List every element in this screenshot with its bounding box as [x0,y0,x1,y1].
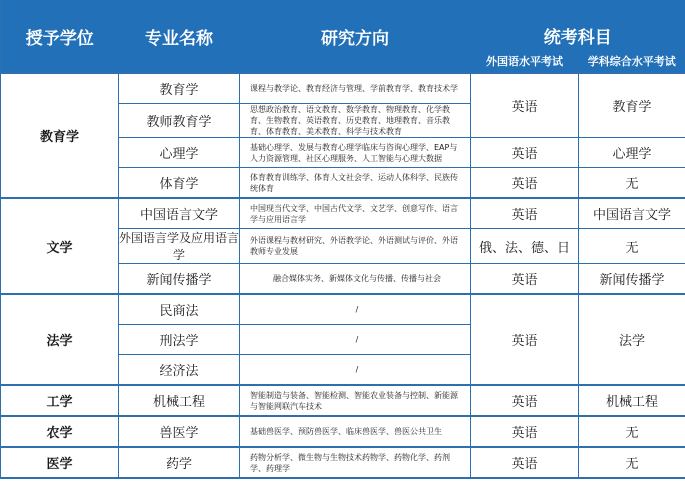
direction-cell: 药物分析学、微生物与生物技术药物学、药物化学、药剂学、药理学 [240,447,471,478]
major-cell: 教师教育学 [119,104,240,138]
language-exam-cell: 英语 [471,294,579,385]
major-cell: 教育学 [119,73,240,104]
degree-cell: 法学 [1,294,119,385]
major-cell: 新闻传播学 [119,264,240,295]
major-cell: 药学 [119,447,240,478]
degree-cell: 农学 [1,416,119,447]
language-exam-cell: 英语 [471,73,579,138]
direction-cell: 中国现当代文学、中国古代文学、文艺学、创意写作、语言学与应用语言学 [240,198,471,229]
language-exam-cell: 英语 [471,264,579,295]
comprehensive-exam-cell: 新闻传播学 [579,264,685,295]
header-foreign-language-exam: 外国语水平考试 [471,50,579,73]
major-cell: 刑法学 [119,325,240,355]
major-cell: 经济法 [119,355,240,386]
header-direction: 研究方向 [240,0,471,73]
comprehensive-exam-cell: 中国语言文学 [579,198,685,229]
comprehensive-exam-cell: 无 [579,229,685,264]
language-exam-cell: 英语 [471,168,579,199]
direction-cell: / [240,355,471,386]
language-exam-cell: 英语 [471,385,579,416]
comprehensive-exam-cell: 教育学 [579,73,685,138]
language-exam-cell: 英语 [471,416,579,447]
major-cell: 机械工程 [119,385,240,416]
degree-cell: 医学 [1,447,119,478]
language-exam-cell: 英语 [471,447,579,478]
direction-cell: 思想政治教育、语文教育、数学教育、物理教育、化学教育、生物教育、英语教育、历史教育、地理教育、音乐教育、体育教育、美术教育、科学与技术教育 [240,104,471,138]
major-cell: 民商法 [119,294,240,325]
direction-cell: 基础兽医学、预防兽医学、临床兽医学、兽医公共卫生 [240,416,471,447]
major-cell: 兽医学 [119,416,240,447]
comprehensive-exam-cell: 无 [579,168,685,199]
degree-cell: 文学 [1,198,119,294]
comprehensive-exam-cell: 机械工程 [579,385,685,416]
direction-cell: 体育教育训练学、体育人文社会学、运动人体科学、民族传统体育 [240,168,471,199]
major-cell: 心理学 [119,138,240,168]
comprehensive-exam-cell: 无 [579,416,685,447]
major-cell: 中国语言文学 [119,198,240,229]
direction-cell: 融合媒体实务、新媒体文化与传播、传播与社会 [240,264,471,295]
header-exam-subjects: 统考科目 [471,0,685,50]
direction-cell: 外语课程与教材研究、外语教学论、外语测试与评价、外语教师专业发展 [240,229,471,264]
major-cell: 外国语言学及应用语言学 [119,229,240,264]
comprehensive-exam-cell: 无 [579,447,685,478]
language-exam-cell: 英语 [471,138,579,168]
comprehensive-exam-cell: 心理学 [579,138,685,168]
direction-cell: / [240,294,471,325]
language-exam-cell: 俄、法、德、日 [471,229,579,264]
header-comprehensive-exam: 学科综合水平考试 [579,50,685,73]
degree-cell: 工学 [1,385,119,416]
direction-cell: 智能制造与装备、智能检测、智能农业装备与控制、新能源与智能网联汽车技术 [240,385,471,416]
header-major: 专业名称 [119,0,240,73]
comprehensive-exam-cell: 法学 [579,294,685,385]
direction-cell: / [240,325,471,355]
major-cell: 体育学 [119,168,240,199]
direction-cell: 基础心理学、发展与教育心理学临床与咨询心理学、EAP与人力资源管理、社区心理服务、人工智能与心理大数据 [240,138,471,168]
language-exam-cell: 英语 [471,198,579,229]
direction-cell: 课程与教学论、教育经济与管理、学前教育学、教育技术学 [240,73,471,104]
header-degree: 授予学位 [1,0,119,73]
degree-cell: 教育学 [1,73,119,198]
